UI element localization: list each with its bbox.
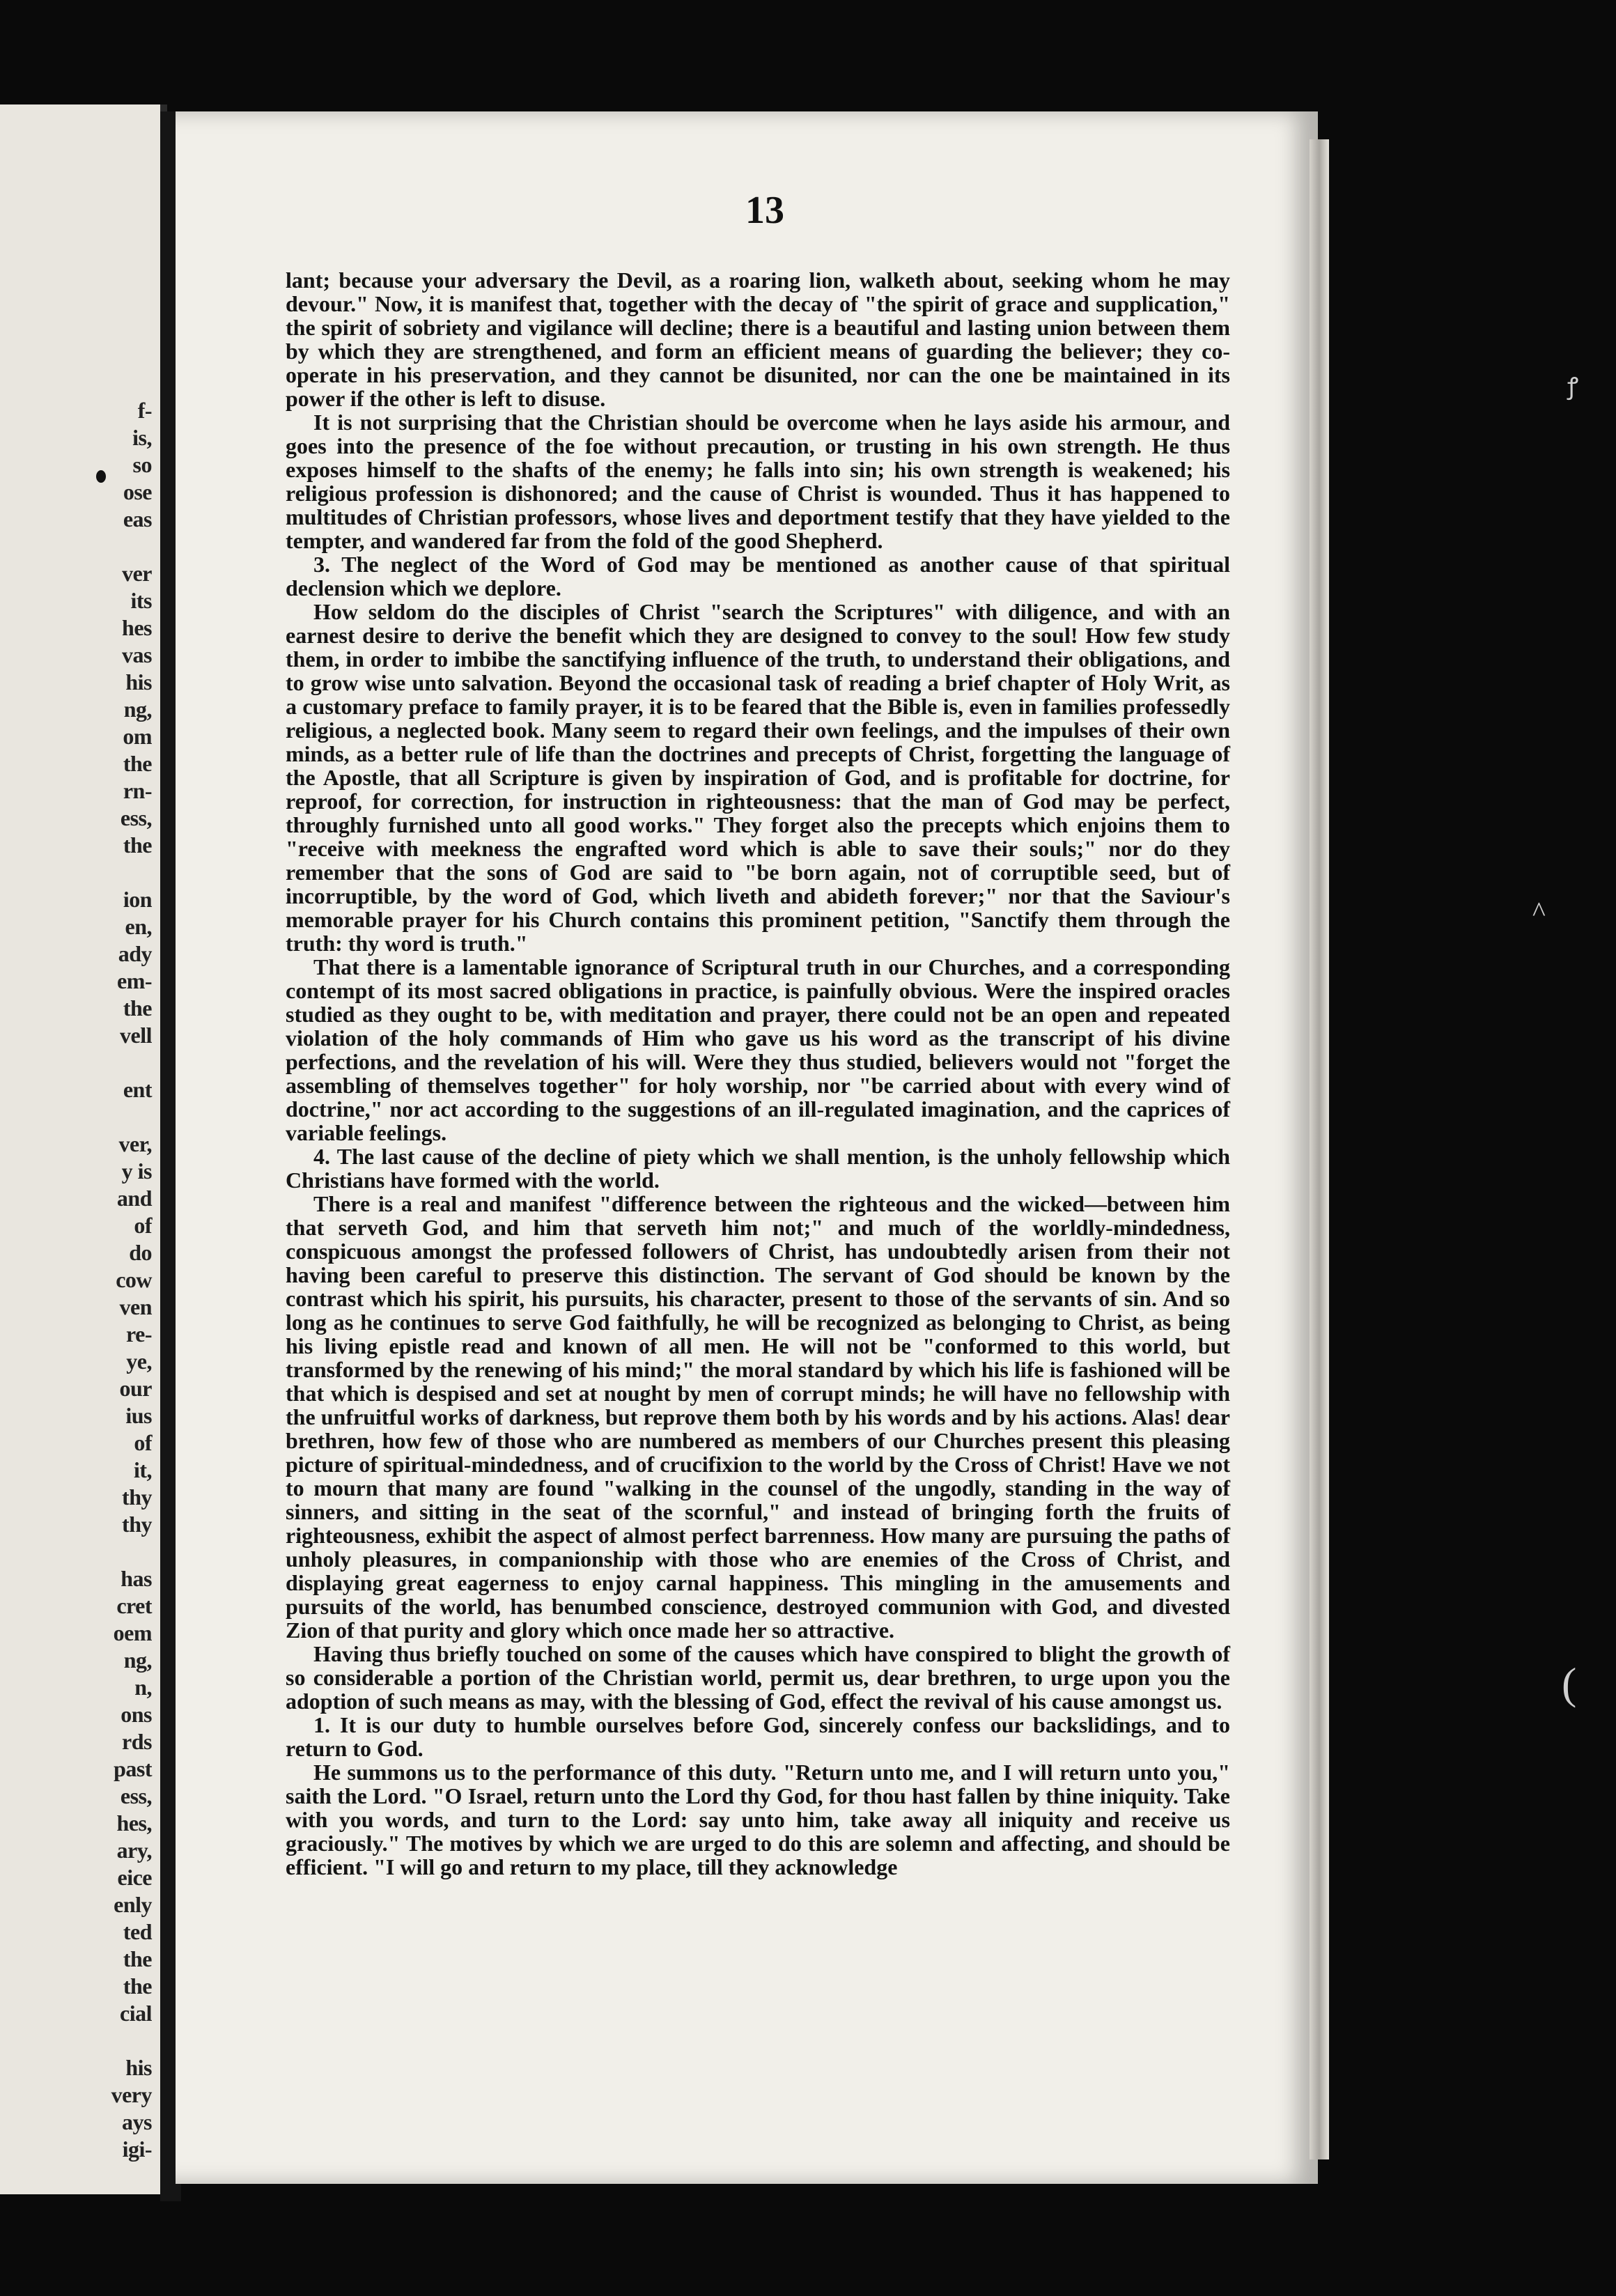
adjacent-fragment: past [114, 1756, 152, 1781]
adjacent-fragment: ver, [118, 1131, 152, 1156]
adjacent-page [0, 104, 167, 2194]
adjacent-fragment: his [125, 2055, 152, 2080]
adjacent-fragment: om [123, 724, 152, 749]
adjacent-fragment: his [125, 669, 152, 695]
adjacent-fragment [47, 1103, 152, 1131]
paragraph: That there is a lamentable ignorance of Scriptural truth in our Churches, and a corresponding contempt of its most sacred obligations in practice, is painfully obvious. Were the inspired oracles studied as they ought to be, with meditation and prayer, there could not be an open and repeated violation of the holy commands of Him who gave us his word as the transcript of his divine perfections, and the revelation of his will. Were they thus studied, believers would not "forget the assembling of themselves together" for holy worship, nor "be carried about with every wind of doctrine," nor act according to the suggestions of an ill-regulated imagination, and the caprices of variable feelings. [286, 954, 1230, 1145]
adjacent-fragment: rds [122, 1729, 152, 1754]
adjacent-fragment: thy [122, 1484, 152, 1510]
adjacent-fragment: eice [117, 1865, 152, 1890]
scan-speck: ꝭ [1567, 374, 1579, 400]
paragraph: Having thus briefly touched on some of the causes which have conspired to blight the growth of so considerable a portion of the Christian world, permit us, dear brethren, to urge upon you the adoption of such means as may, with the blessing of God, effect the revival of his cause amongst us. [286, 1641, 1230, 1714]
ink-dot [96, 470, 106, 483]
scan-mark: ^ [1532, 896, 1546, 927]
adjacent-page-text-fragments [47, 397, 152, 2163]
adjacent-fragment: ver [122, 561, 152, 586]
adjacent-fragment: its [130, 588, 152, 613]
adjacent-fragment: the [123, 751, 152, 776]
adjacent-fragment: n, [134, 1675, 152, 1700]
adjacent-fragment: vell [120, 1023, 152, 1048]
adjacent-fragment: ng, [123, 1647, 152, 1673]
adjacent-fragment: is, [132, 425, 152, 450]
adjacent-fragment [47, 533, 152, 560]
adjacent-fragment: do [129, 1240, 152, 1265]
paragraph: lant; because your adversary the Devil, as a roaring lion, walketh about, seeking whom he may devour." Now, it is manifest that, together with the decay of "the spirit of grace and supplication," the spirit of sobriety and vigilance will decline; there is a beautiful and lasting union between them by which they are strengthened, and form an efficient means of guarding the believer; they co-operate in his preservation, and they cannot be disunited, nor can the one be maintained in its power if the other is left to disuse. [286, 267, 1230, 411]
paragraph: 1. It is our duty to humble ourselves before God, sincerely confess our backslidings, and to return to God. [286, 1712, 1230, 1761]
adjacent-fragment: ady [118, 941, 152, 966]
adjacent-fragment: igi- [122, 2136, 152, 2162]
adjacent-fragment: en, [125, 914, 152, 939]
adjacent-fragment: the [123, 1946, 152, 1971]
adjacent-fragment: of [134, 1430, 152, 1455]
paragraph: 3. The neglect of the Word of God may be mentioned as another cause of that spiritual declension which we deplore. [286, 552, 1230, 600]
adjacent-fragment: has [121, 1566, 152, 1591]
adjacent-fragment: ye, [126, 1349, 152, 1374]
adjacent-fragment: vas [122, 642, 152, 667]
adjacent-fragment: hes, [116, 1810, 152, 1836]
adjacent-fragment [47, 1538, 152, 1565]
adjacent-fragment: re- [126, 1321, 152, 1347]
body-text [286, 268, 1230, 1879]
scan-mark-paren: ( [1562, 1659, 1577, 1708]
adjacent-fragment [47, 859, 152, 886]
adjacent-fragment: very [111, 2082, 152, 2107]
page-edge [1310, 139, 1329, 2159]
page-number: 13 [745, 189, 784, 232]
adjacent-fragment: the [123, 832, 152, 858]
adjacent-fragment: ess, [120, 1783, 152, 1808]
adjacent-fragment: ted [123, 1919, 152, 1944]
adjacent-fragment: it, [133, 1457, 152, 1482]
adjacent-fragment: ius [125, 1403, 152, 1428]
adjacent-fragment: our [119, 1376, 152, 1401]
adjacent-fragment: ven [119, 1294, 152, 1319]
paragraph: He summons us to the performance of this duty. "Return unto me, and I will return unto you," saith the Lord. "O Israel, return unto the Lord thy God, for thou hast fallen by thine iniquity. Take with you words, and turn to the Lord: say unto him, take away all iniquity and receive us graciously." The motives by which we are urged to do this are solemn and affecting, and should be efficient. "I will go and return to my place, till they acknowledge [286, 1760, 1230, 1879]
adjacent-fragment: hes [122, 615, 152, 640]
adjacent-fragment: so [132, 452, 152, 477]
adjacent-fragment: ent [123, 1077, 152, 1102]
adjacent-fragment: ons [121, 1702, 152, 1727]
paragraph: It is not surprising that the Christian should be overcome when he lays aside his armour, and goes into the presence of the foe without precaution, or trusting in his own strength. He thus exposes himself to the shafts of the enemy; he falls into sin; his own strength is weakened; his religious profession is dishonored; and the cause of Christ is wounded. Thus it has happened to multitudes of Christian professors, whose lives and deportment testify that they have yielded to the tempter, and wandered far from the fold of the good Shepherd. [286, 410, 1230, 553]
adjacent-fragment: cret [116, 1593, 152, 1618]
paragraph: 4. The last cause of the decline of piety which we shall mention, is the unholy fellowship which Christians have formed with the world. [286, 1144, 1230, 1193]
adjacent-fragment: cial [120, 2001, 152, 2026]
adjacent-fragment [47, 2027, 152, 2054]
paragraph: How seldom do the disciples of Christ "search the Scriptures" with diligence, and with an earnest desire to derive the benefit which they are designed to convey to the soul! How few study them, in order to imbibe the sanctifying influence of the truth, to understand their obligations, and to grow wise unto salvation. Beyond the occasional task of reading a brief chapter of Holy Writ, as a customary preface to family prayer, it is to be feared that the Bible is, even in families professedly religious, a neglected book. Many seem to regard their own feelings, and the impulses of their own minds, as a better rule of life than the doctrines and precepts of Christ, forgetting the language of the Apostle, that all Scripture is given by inspiration of God, and is profitable for doctrine, for reproof, for correction, for instruction in righteousness: that the man of God may be perfect, throughly furnished unto all good works." They forget also the precepts which enjoins them to "receive with meekness the engrafted word which is able to save their souls;" nor do they remember that the sons of God are said to "be born again, not of corruptible seed, but of incorruptible, by the word of God, which liveth and abideth forever;" nor that the Saviour's memorable prayer for his Church contains this prominent petition, "Sanctify them through the truth: thy word is truth." [286, 599, 1230, 956]
adjacent-fragment: the [123, 1973, 152, 1999]
adjacent-fragment: enly [114, 1892, 152, 1917]
adjacent-fragment: thy [122, 1512, 152, 1537]
adjacent-fragment: ng, [123, 697, 152, 722]
adjacent-fragment: y is [121, 1158, 152, 1184]
adjacent-fragment: and [116, 1186, 152, 1211]
adjacent-fragment: ose [123, 479, 152, 504]
adjacent-fragment: f- [137, 398, 152, 423]
adjacent-fragment: the [123, 995, 152, 1021]
adjacent-fragment: ion [123, 887, 152, 912]
adjacent-fragment: ays [122, 2109, 152, 2134]
adjacent-fragment: ary, [116, 1838, 152, 1863]
adjacent-fragment: rn- [123, 778, 152, 803]
adjacent-fragment: of [134, 1213, 152, 1238]
adjacent-fragment [47, 1049, 152, 1076]
adjacent-fragment: cow [116, 1267, 152, 1292]
paragraph: There is a real and manifest "difference between the righteous and the wicked—between him that serveth God, and him that serveth him not;" and much of the worldly-mindedness, conspicuous amongst the professed followers of Christ, has undoubtedly arisen from their not having been careful to preserve this distinction. The servant of God should be known by the contrast which his spirit, his pursuits, his character, present to those of the servants of sin. And so long as he continues to serve God faithfully, he will be recognized as belonging to Christ, as being his living epistle read and known of all men. He will not be "conformed to this world, but transformed by the renewing of his mind;" the moral standard by which his life is fashioned will be that which is despised and set at nought by men of corrupt minds; he will have no fellowship with the unfruitful works of darkness, but reprove them both by his words and by his actions. Alas! dear brethren, how few of those who are numbered as members of our Churches present this pleasing picture of spiritual-mindedness, and of crucifixion to the world by the Cross of Christ! Have we not to mourn that many are found "walking in the counsel of the ungodly, standing in the way of sinners, and sitting in the seat of the scornful," and instead of bringing forth the fruits of righteousness, exhibit the aspect of almost perfect barrenness. How many are pursuing the paths of unholy pleasures, in companionship with those who are enemies of the Cross of Christ, and displaying great eagerness to enjoy carnal happiness. This mingling in the amusements and pursuits of the world, has benumbed conscience, destroyed communion with God, and divested Zion of that purity and glory which once made her so attractive. [286, 1191, 1230, 1643]
adjacent-fragment: oem [113, 1620, 152, 1645]
adjacent-fragment: eas [123, 506, 152, 532]
adjacent-fragment: ess, [120, 805, 152, 830]
adjacent-fragment: em- [116, 968, 152, 993]
